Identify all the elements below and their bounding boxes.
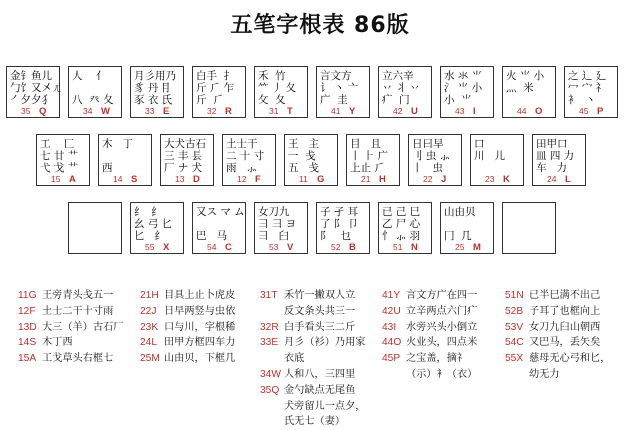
legend-code: 31T [260,290,278,301]
legend-text: 子耳了也框向上 [529,305,601,317]
legend-code: 54C [505,337,524,349]
key-letter: R [225,106,232,117]
key-s [98,134,152,186]
legend-item [260,320,366,336]
legend-code: 44O [382,337,402,349]
legend-text: 日早两竖与虫依 [164,305,236,317]
key-number: 51 [393,242,403,252]
key-roots: 已 己 巳 乙 尸 心 忄 ⺗ 羽 [382,206,421,242]
key-letter: K [503,174,510,185]
key-v [254,202,308,254]
legend-text: 白手看头三二斤 [284,321,356,333]
key-number: 53 [269,242,279,252]
legend-code: 52B [505,305,524,317]
key-letter: U [411,106,418,117]
key-e [130,66,184,118]
key-f [222,134,276,186]
legend-item [382,335,477,351]
legend-text: 又巴马，丢矢矣 [529,337,601,349]
key-k [470,134,524,186]
key-number: 54 [207,242,217,252]
key-roots: 工 匚 七 廿 艹 弋 戈 艹 [40,138,79,174]
key-number: 42 [393,106,403,116]
legend-text: 口与川，字根稀 [164,321,236,333]
key-number: 52 [331,242,341,252]
key-roots: 子 孑 耳 了 阝 卩 阝 乜 [320,206,359,242]
legend-text: 禾竹一撇双人立 [284,290,356,301]
key-y [316,66,370,118]
legend-item [18,288,124,304]
legend-text: 氏无七（妻） [284,416,346,428]
key-roots: 土士干 二 十 寸 雨 ⺗ [226,138,265,174]
key-letter: S [131,174,138,185]
legend-code: 13D [18,321,37,333]
key-roots: 木 丁 西 [102,138,134,174]
legend-item [260,351,366,367]
key-number: 25 [455,242,465,252]
legend-item [140,320,235,336]
key-roots: 火 ⺌ 小 灬 米 [506,70,545,94]
legend-item [260,288,366,304]
legend-text: 慈母无心弓和匕， [529,353,611,365]
key-j [408,134,462,186]
key-number: 22 [423,174,433,184]
legend-column-2 [140,288,235,367]
legend-item [505,335,611,351]
key-letter: Q [39,106,47,117]
key-letter: V [287,242,294,253]
legend-text: （示）衤（衣） [406,368,478,380]
legend-item [260,399,366,415]
legend-text: 王旁青头戋五一 [42,290,114,301]
key-roots: 又ス マ ム 巴 马 [196,206,245,242]
key-roots: 立六辛 丷 丬 丷 疒 门 [382,70,421,106]
key-number: 13 [175,174,185,184]
legend-text: 木丁西 [42,337,73,349]
key-l [532,134,586,186]
legend-item [260,383,366,399]
legend-code: 51N [505,290,524,301]
legend-text: 土士二干十寸雨 [42,305,114,317]
legend-text: 立辛两点六门疒 [406,305,478,317]
key-number: 14 [113,174,123,184]
key-letter: A [69,174,76,185]
legend-text: 反文条头共三一 [284,305,356,317]
key-d [160,134,214,186]
key-number: 12 [237,174,247,184]
legend-code: 45P [382,353,401,365]
key-roots: 纟 纟 幺 弓 匕 匕 纟 [134,206,173,242]
legend-item [505,320,611,336]
legend-code: 34W [260,368,281,380]
legend-item [140,304,235,320]
key-number: 31 [269,106,279,116]
legend-column-5 [505,288,611,383]
key-comma-blank [502,202,556,254]
key-i [440,66,494,118]
legend-item [260,414,366,430]
legend-text: 已半巳满不出己 [529,290,601,301]
key-letter: P [597,106,604,117]
key-number: 33 [145,106,155,116]
key-letter: X [163,242,170,253]
legend-text: 火业头，四点米 [406,337,478,349]
legend-code: 55X [505,353,524,365]
legend-code: 53V [505,321,524,333]
legend-code: 23K [140,321,159,333]
key-number: 32 [207,106,217,116]
key-letter: G [317,174,325,185]
key-roots: 目 且 丨 ⺊ 广 上止 ⺁ [350,138,389,174]
legend-item [382,320,477,336]
legend-item [140,288,235,304]
key-number: 45 [579,106,589,116]
key-u [378,66,432,118]
legend-item [140,351,235,367]
key-roots: 之 辶 廴 冖 宀 礻 衤 丶 [568,70,607,106]
legend-item [260,335,366,351]
legend-code: 32R [260,321,279,333]
legend-item [18,335,124,351]
legend-code: 14S [18,337,37,349]
legend-item [18,304,124,320]
key-r [192,66,246,118]
key-roots: 水 氺 ⺌ 氵 ⺌ 小 小 ⺌ [444,70,483,106]
legend-code: 33E [260,337,279,349]
legend-text: 山由贝，下框几 [164,353,236,365]
legend-text: 田甲方框四车力 [164,337,236,349]
key-z-blank [68,202,122,254]
key-letter: Y [349,106,356,117]
legend-code: 43I [382,321,397,333]
key-roots: 月彡用乃 豸 丹 ⺝ 豕 衣 氏 [134,70,176,106]
legend-text: 言文方广在四一 [406,290,478,301]
key-x [130,202,184,254]
legend-text: 之宝盖，摘礻 [406,353,468,365]
legend-text: 水旁兴头小倒立 [406,321,478,333]
legend-text: 女刀九臼山朝西 [529,321,601,333]
key-p [564,66,618,118]
key-number: 15 [51,174,61,184]
key-q [6,66,63,118]
page-title: 五笔字根表 86版 [230,13,410,38]
legend-item [382,351,477,367]
key-number: 21 [361,174,371,184]
key-roots: 王 主 一 戋 五 戋 [288,138,320,174]
key-roots: 人 亻 八 癶 夂 [72,70,114,106]
key-number: 35 [21,106,31,116]
legend-item [505,351,611,367]
key-roots: 田甲口 皿 四 力 车 力 [536,138,575,174]
legend-item [505,288,611,304]
legend-text: 月彡（衫）乃用家 [284,337,366,349]
legend-text: 金勺缺点无尾鱼 [284,384,356,396]
legend-column-4 [382,288,477,383]
key-roots: 女刀九 ⺕ 彐 ヨ 彐 臼 [258,206,297,242]
key-roots: 禾 竹 ⺮ 丿 夂 攵 夂 [258,70,297,106]
legend-code: 11G [18,290,37,301]
key-letter: J [441,174,447,185]
key-number: 11 [299,174,308,184]
key-number: 23 [485,174,495,184]
legend-item [505,367,611,383]
legend-code: 21H [140,290,159,301]
key-number: 24 [547,174,557,184]
key-letter: D [193,174,200,185]
key-a [36,134,90,186]
legend-item [382,288,477,304]
key-t [254,66,308,118]
legend-code: 24L [140,337,157,349]
legend-item [260,304,366,320]
key-letter: L [565,174,571,185]
legend-code: 15A [18,353,37,365]
key-letter: C [225,242,232,253]
legend-item [260,367,366,383]
legend-code: 12F [18,305,36,317]
legend-code: 25M [140,353,160,365]
key-roots: 言文方 讠 丶 亠 广 圭 [320,70,359,106]
key-number: 55 [145,242,155,252]
legend-item [140,335,235,351]
key-letter: F [255,174,261,185]
key-letter: N [411,242,418,253]
key-letter: W [101,106,110,117]
key-m [440,202,494,254]
legend-code: 35Q [260,384,280,396]
key-number: 43 [455,106,465,116]
key-letter: O [535,106,543,117]
key-roots: 日曰早 刂 虫 ⺗ 丨 虫 [412,138,451,174]
legend-text: 犬旁留儿一点夕， [284,400,366,412]
legend-code: 41Y [382,290,401,301]
key-w [68,66,122,118]
key-roots: 口 川 儿 [474,138,506,162]
key-letter: B [349,242,356,253]
key-n [378,202,432,254]
legend-text: 人和八，三四里 [284,368,356,380]
key-b [316,202,370,254]
key-number: 41 [331,106,341,116]
legend-text: 大三（羊）古石厂 [42,321,124,333]
key-g [284,134,338,186]
legend-item [18,320,124,336]
key-o [502,66,556,118]
key-letter: H [379,174,386,185]
legend-item [382,367,477,383]
legend-column-3 [260,288,366,430]
key-number: 34 [83,106,93,116]
key-letter: T [287,106,293,117]
legend-text: 衣底 [284,353,305,365]
legend-code: 42U [382,305,401,317]
legend-code: 22J [140,305,157,317]
legend-text: 幼无力 [529,368,560,380]
legend-column-1 [18,288,124,367]
key-c [192,202,246,254]
key-roots: 山由贝 冂 几 [444,206,476,242]
key-letter: I [473,106,476,117]
key-roots: 大犬古石 三 丰 镸 厂 ナ 犬 [164,138,206,174]
legend-text: 工戈草头右框七 [42,353,114,365]
key-letter: E [163,106,170,117]
key-roots: 金钅鱼儿 勹饣又㐅ㄦ ㇒夕夕犭 [10,70,63,106]
legend-item [505,304,611,320]
key-number: 44 [517,106,527,116]
legend-item [382,304,477,320]
key-letter: M [473,242,481,253]
key-h [346,134,400,186]
key-roots: 白手 扌 斤 ⺁ 乍 斤 ⺁ [196,70,235,106]
legend-text: 目具上止卜虎皮 [164,290,236,301]
legend-item [18,351,124,367]
